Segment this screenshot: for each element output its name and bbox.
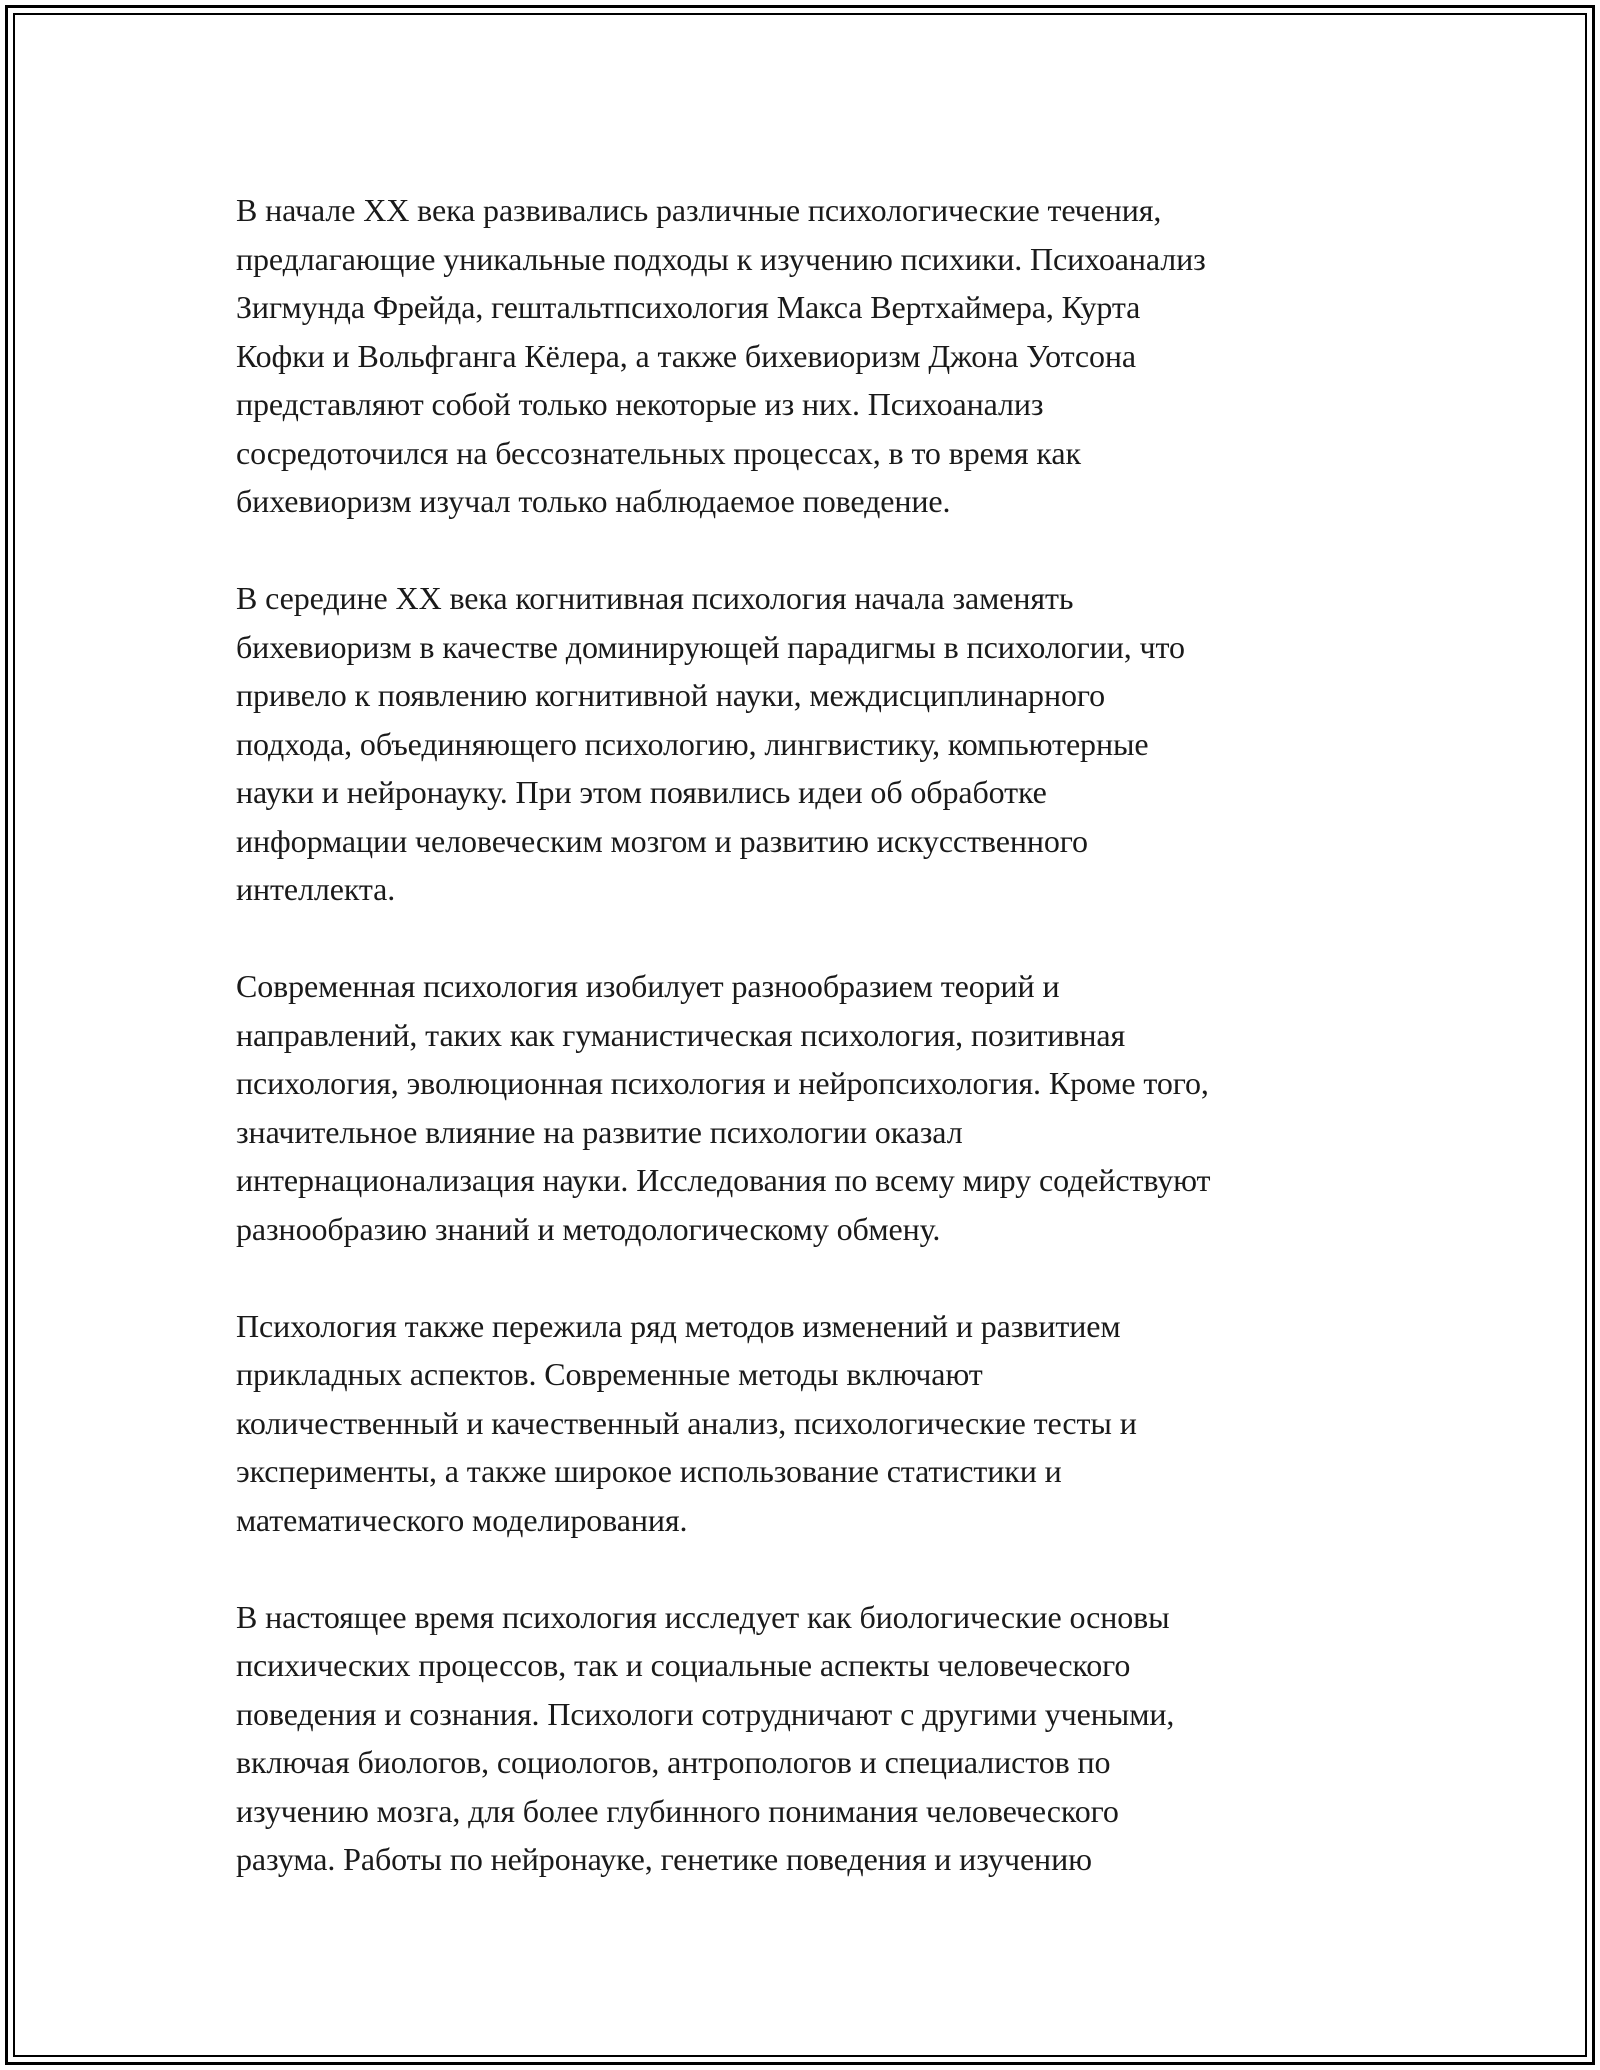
text-line: Современная психология изобилует разнообразием теорий и — [236, 968, 1060, 1004]
text-line: интернационализация науки. Исследования по всему миру содействуют — [236, 1162, 1211, 1198]
text-line: бихевиоризм в качестве доминирующей парадигмы в психологии, что — [236, 628, 1185, 665]
text-line: прикладных аспектов. Современные методы включают — [236, 1356, 983, 1392]
text-line: разума. Работы по нейронауке, генетике поведения и изучению — [236, 1841, 1092, 1877]
paragraph-4 — [236, 1302, 1386, 1545]
text-line: бихевиоризм изучал только наблюдаемое поведение. — [236, 483, 951, 519]
text-line: привело к появлению когнитивной науки, междисциплинарного — [236, 677, 1106, 713]
text-line: подхода, объединяющего психологию, лингвистику, компьютерные — [236, 725, 1149, 762]
text-line: В настоящее время психология исследует как биологические основы — [236, 1598, 1170, 1635]
paragraph-5 — [236, 1593, 1386, 1884]
text-line: сосредоточился на бессознательных процессах, в то время как — [236, 434, 1081, 471]
text-line: Психология также пережила ряд методов изменений и развитием — [236, 1307, 1121, 1344]
text-line: предлагающие уникальные подходы к изучению психики. Психоанализ — [236, 240, 1206, 277]
text-line: поведения и сознания. Психологи сотрудничают с другими учеными, — [236, 1695, 1175, 1732]
document-body — [236, 186, 1386, 1932]
text-line: Зигмунда Фрейда, гештальтпсихология Макса Вертхаймера, Курта — [236, 289, 1141, 325]
text-line: представляют собой только некоторые из них. Психоанализ — [236, 386, 1044, 422]
text-line: информации человеческим мозгом и развитию искусственного — [236, 822, 1088, 859]
paragraph-2 — [236, 574, 1386, 914]
text-line: эксперименты, а также широкое использование статистики и — [236, 1453, 1062, 1489]
text-line: интеллекта. — [236, 871, 396, 907]
text-line: значительное влияние на развитие психологии оказал — [236, 1113, 963, 1150]
text-line: В середине XX века когнитивная психология начала заменять — [236, 580, 1074, 616]
paragraph-1 — [236, 186, 1386, 526]
text-line: количественный и качественный анализ, психологические тесты и — [236, 1404, 1137, 1441]
text-line: математического моделирования. — [236, 1501, 688, 1538]
text-line: направлений, таких как гуманистическая психология, позитивная — [236, 1016, 1126, 1053]
text-line: включая биологов, социологов, антропологов и специалистов по — [236, 1744, 1111, 1780]
paragraph-3 — [236, 962, 1386, 1253]
text-line: психических процессов, так и социальные аспекты человеческого — [236, 1647, 1131, 1683]
text-line: науки и нейронауку. При этом появились идеи об обработке — [236, 774, 1047, 810]
text-line: Кофки и Вольфганга Кёлера, а также бихевиоризм Джона Уотсона — [236, 337, 1137, 374]
text-line: изучению мозга, для более глубинного понимания человеческого — [236, 1792, 1119, 1829]
text-line: В начале XX века развивались различные психологические течения, — [236, 192, 1162, 228]
text-line: психология, эволюционная психология и нейропсихология. Кроме того, — [236, 1065, 1209, 1101]
text-line: разнообразию знаний и методологическому обмену. — [236, 1210, 941, 1247]
